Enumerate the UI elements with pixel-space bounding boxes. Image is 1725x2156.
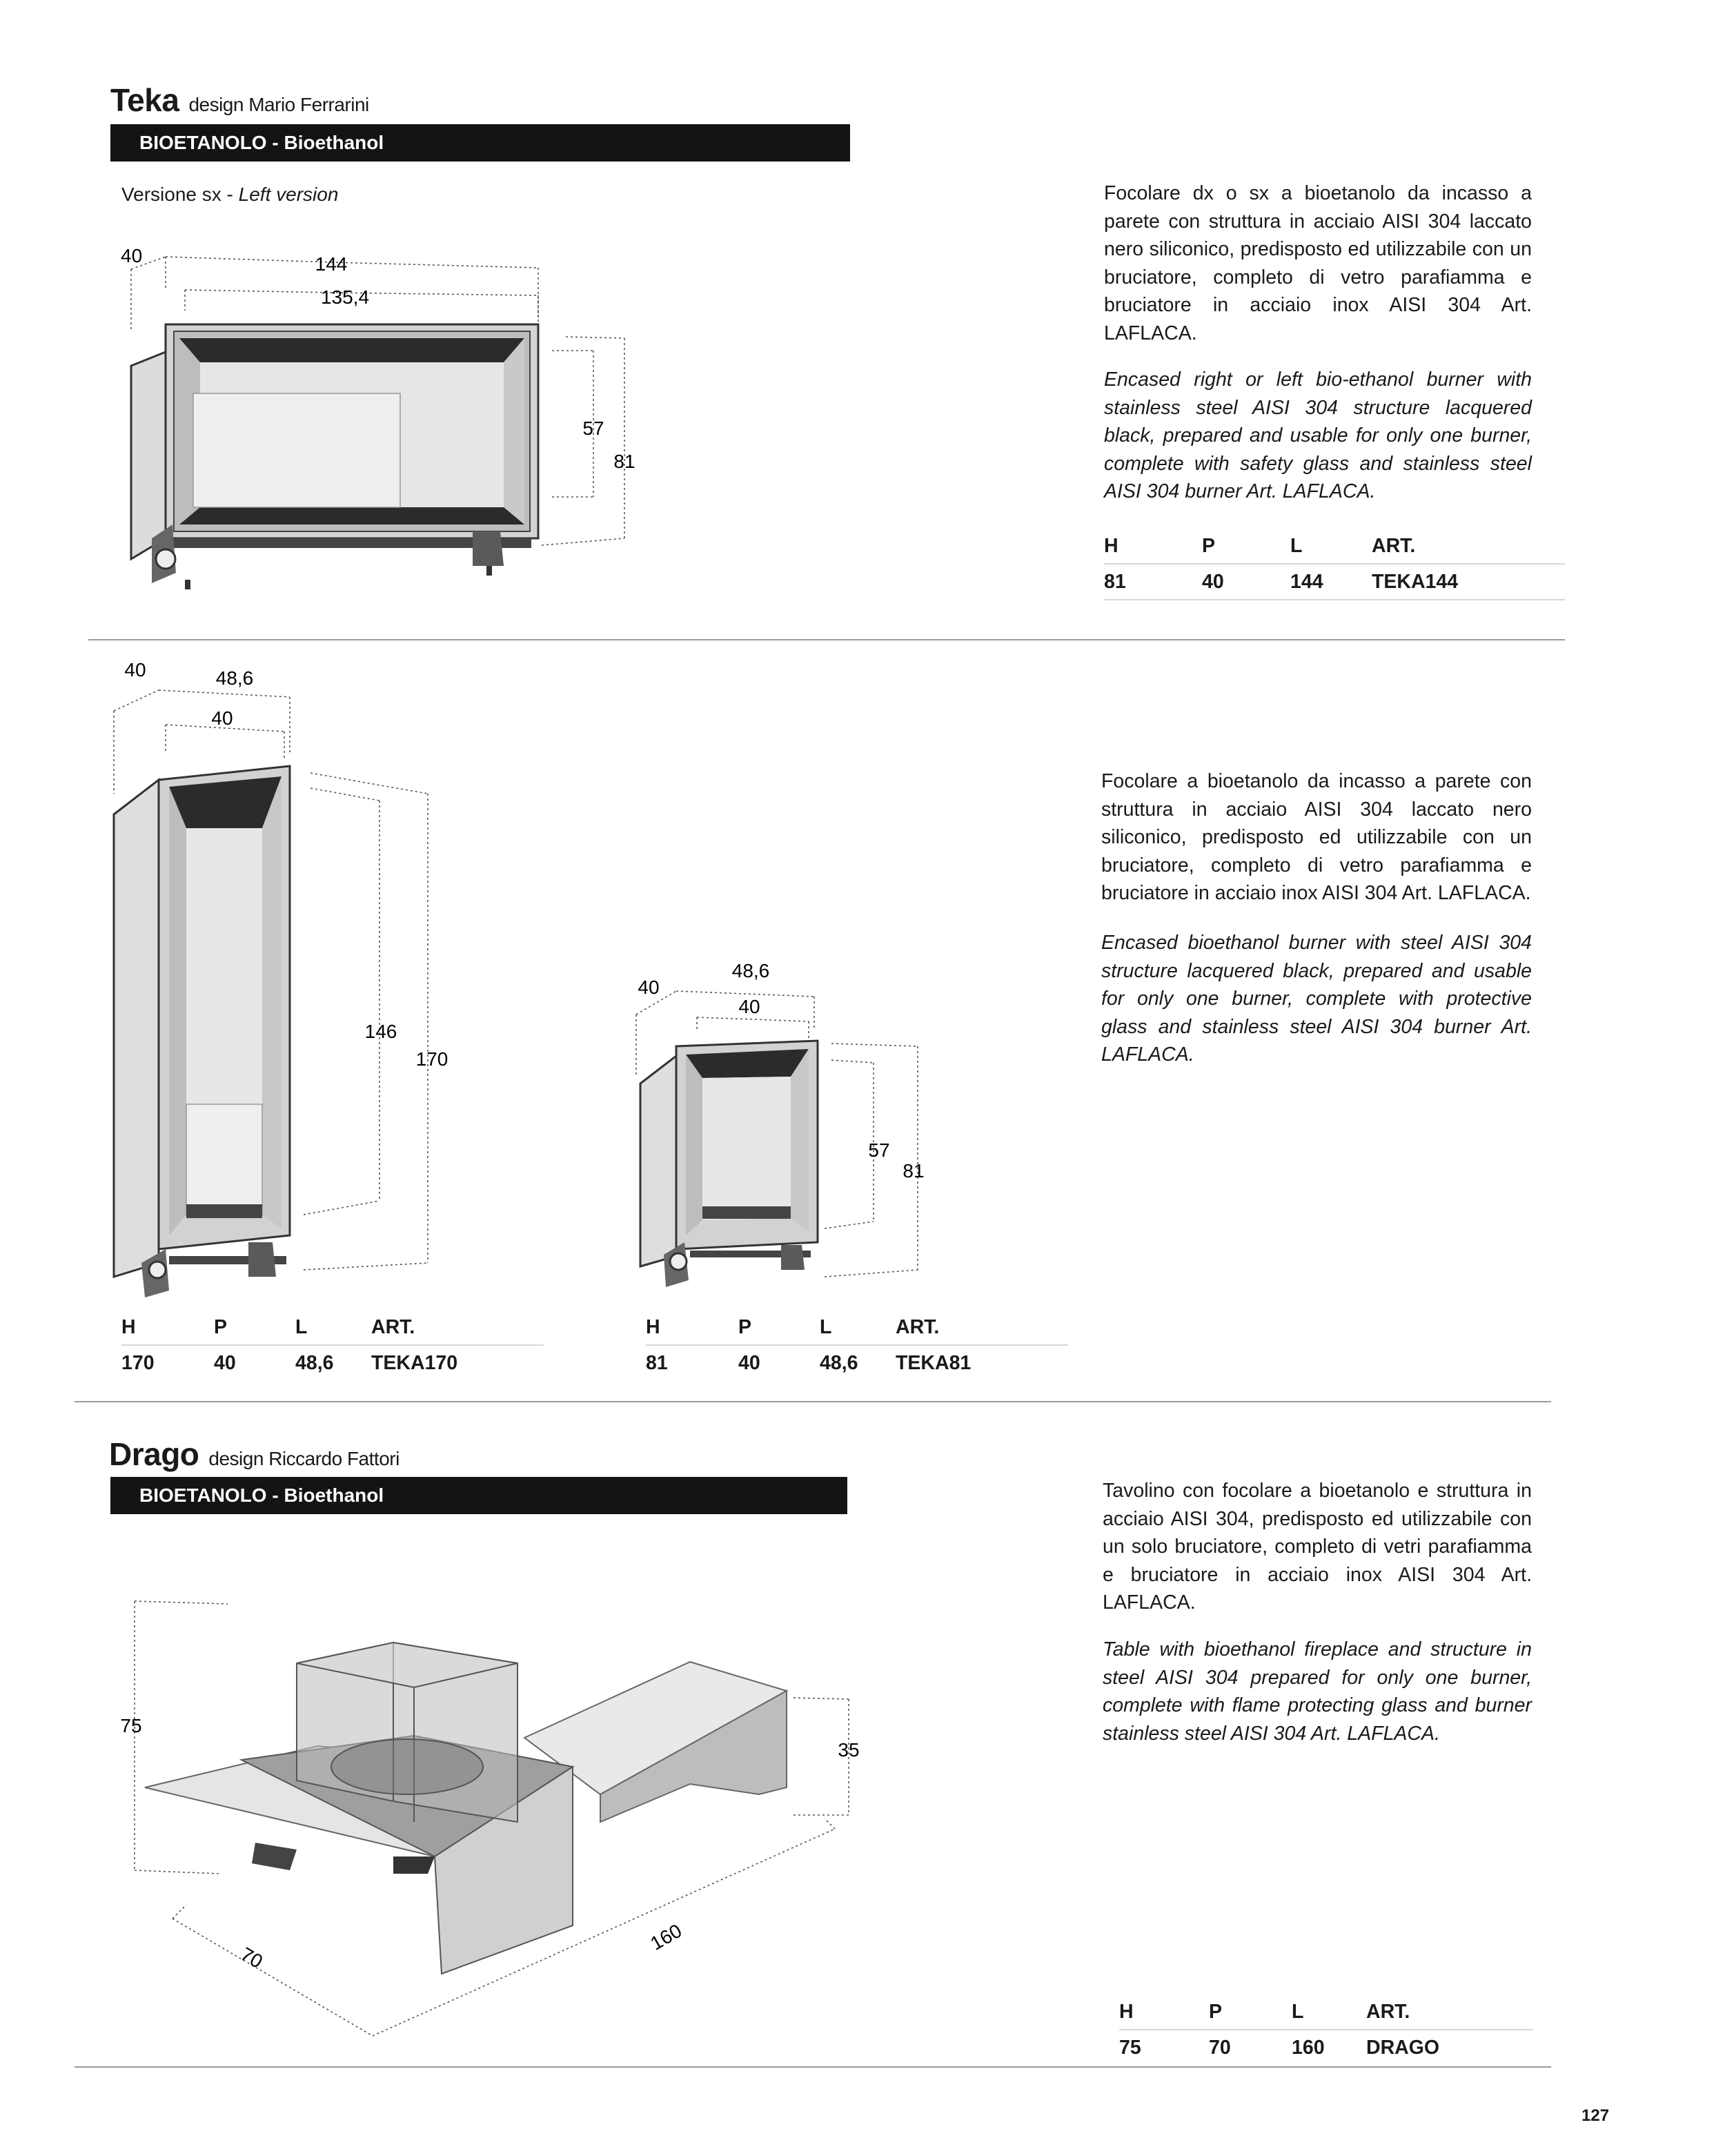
version-label-en: Left version bbox=[238, 184, 339, 205]
col-h: H bbox=[1104, 529, 1202, 564]
col-art: ART. bbox=[371, 1310, 544, 1345]
teka81-drawing bbox=[628, 952, 931, 1304]
drago-desc-en: Table with bioethanol fireplace and structure in steel AISI 304 prepared for only one burner, complete with flame protecting glass and burner stainless steel AISI 304 Art. LAFLACA. bbox=[1103, 1638, 1532, 1745]
teka170-drawing bbox=[103, 656, 462, 1311]
version-label bbox=[121, 184, 338, 206]
dim-width-outer: 48,6 bbox=[215, 667, 254, 689]
col-l: L bbox=[820, 1310, 896, 1345]
col-h: H bbox=[646, 1310, 738, 1345]
dim-height-inner: 146 bbox=[364, 1021, 397, 1042]
col-h: H bbox=[1119, 1995, 1209, 2030]
col-p: P bbox=[214, 1310, 295, 1345]
dim-width-inner: 40 bbox=[211, 707, 233, 729]
dim-width-outer: 48,6 bbox=[731, 960, 770, 981]
dim-height-inner: 57 bbox=[868, 1139, 890, 1161]
cell-l: 144 bbox=[1290, 564, 1372, 600]
table-row bbox=[646, 1345, 1068, 1380]
teka144-drawing bbox=[110, 235, 662, 621]
drago-title bbox=[109, 1435, 400, 1473]
col-l: L bbox=[295, 1310, 371, 1345]
divider bbox=[75, 1401, 1551, 1402]
drago-drawing bbox=[103, 1560, 862, 2070]
cell-p: 40 bbox=[214, 1351, 236, 1374]
dim-height-outer: 81 bbox=[903, 1160, 925, 1182]
product-name: Drago bbox=[109, 1436, 199, 1472]
category-bar: BIOETANOLO - Bioethanol bbox=[110, 1477, 847, 1514]
col-p: P bbox=[738, 1310, 820, 1345]
cell-art: TEKA170 bbox=[371, 1351, 458, 1374]
col-l: L bbox=[1290, 529, 1372, 564]
cell-art: DRAGO bbox=[1366, 2036, 1440, 2059]
teka-desc-it: Focolare a bioetanolo da incasso a parete con struttura in acciaio AISI 304 laccato nero siliconico, predisposto ed utilizzabile con un bruciatore, completo di vetro parafiamma e bruciatore in acciaio inox AISI 304 Art. LAFLACA. bbox=[1101, 770, 1532, 904]
dim-height-total: 75 bbox=[120, 1715, 142, 1736]
cell-l: 48,6 bbox=[820, 1351, 858, 1374]
designer: design Mario Ferrarini bbox=[188, 94, 369, 115]
cell-h: 170 bbox=[121, 1351, 155, 1374]
col-art: ART. bbox=[896, 1310, 1068, 1345]
table-row bbox=[1119, 2030, 1533, 2065]
col-l: L bbox=[1292, 1995, 1366, 2030]
dim-depth: 70 bbox=[237, 1943, 266, 1972]
table-row bbox=[1104, 564, 1565, 600]
col-art: ART. bbox=[1372, 529, 1565, 564]
col-p: P bbox=[1209, 1995, 1292, 2030]
dim-depth: 40 bbox=[638, 977, 660, 998]
category-bar: BIOETANOLO - Bioethanol bbox=[110, 124, 850, 161]
dim-depth: 40 bbox=[121, 245, 143, 266]
cell-l: 160 bbox=[1292, 2036, 1325, 2059]
teka170-table bbox=[121, 1310, 544, 1380]
teka81-table bbox=[646, 1310, 1068, 1380]
dim-width-outer: 144 bbox=[315, 253, 348, 275]
version-label-it: Versione sx - bbox=[121, 184, 239, 205]
teka-title bbox=[110, 81, 369, 119]
cell-p: 70 bbox=[1209, 2036, 1231, 2059]
teka-desc-en: Encased bioethanol burner with steel AISI 304 structure lacquered black, prepared and usable for only one burner, complete with protective glass and stainless steel AISI 304 burner Art. LAFLACA. bbox=[1101, 932, 1532, 1066]
dim-height-table: 35 bbox=[838, 1739, 860, 1761]
cell-p: 40 bbox=[1202, 564, 1290, 600]
dim-height-inner: 57 bbox=[582, 418, 604, 439]
cell-p: 40 bbox=[738, 1351, 760, 1374]
cell-h: 81 bbox=[1104, 564, 1202, 600]
col-h: H bbox=[121, 1310, 214, 1345]
cell-art: TEKA144 bbox=[1372, 564, 1565, 600]
teka144-table bbox=[1104, 529, 1565, 600]
col-p: P bbox=[1202, 529, 1290, 564]
cell-h: 81 bbox=[646, 1351, 668, 1374]
table-row bbox=[121, 1345, 544, 1380]
cell-art: TEKA81 bbox=[896, 1351, 972, 1374]
dim-depth: 40 bbox=[124, 659, 146, 680]
dim-width: 160 bbox=[647, 1919, 686, 1954]
dim-width-inner: 135,4 bbox=[320, 286, 370, 308]
col-art: ART. bbox=[1366, 1995, 1533, 2030]
teka144-desc-it: Focolare dx o sx a bioetanolo da incasso a parete con struttura in acciaio AISI 304 laccato nero siliconico, predisposto ed utilizzabile con un bruciatore, completo di vetro parafiamma e bruciatore in acciaio inox AISI 304 Art. LAFLACA. bbox=[1104, 182, 1532, 344]
page-number: 127 bbox=[1581, 2106, 1610, 2125]
designer: design Riccardo Fattori bbox=[208, 1448, 400, 1469]
drago-table bbox=[1119, 1995, 1533, 2065]
dim-height-outer: 170 bbox=[415, 1048, 448, 1070]
cell-h: 75 bbox=[1119, 2036, 1141, 2059]
divider bbox=[88, 639, 1565, 640]
divider bbox=[75, 2066, 1551, 2068]
dim-height-outer: 81 bbox=[613, 451, 635, 472]
product-name: Teka bbox=[110, 82, 179, 118]
cell-l: 48,6 bbox=[295, 1351, 334, 1374]
teka144-desc-en: Encased right or left bio-ethanol burner with stainless steel AISI 304 structure lacquered black, prepared and usable for only one burner, complete with safety glass and stainless steel AISI 304 burner Art. LAFLACA. bbox=[1104, 369, 1532, 502]
drago-desc-it: Tavolino con focolare a bioetanolo e struttura in acciaio AISI 304, predisposto ed utilizzabile con un solo bruciatore, completo di vetri parafiamma e bruciatore in acciaio inox AISI 304 Art. LAFLACA. bbox=[1103, 1480, 1532, 1614]
dim-width-inner: 40 bbox=[738, 996, 760, 1017]
